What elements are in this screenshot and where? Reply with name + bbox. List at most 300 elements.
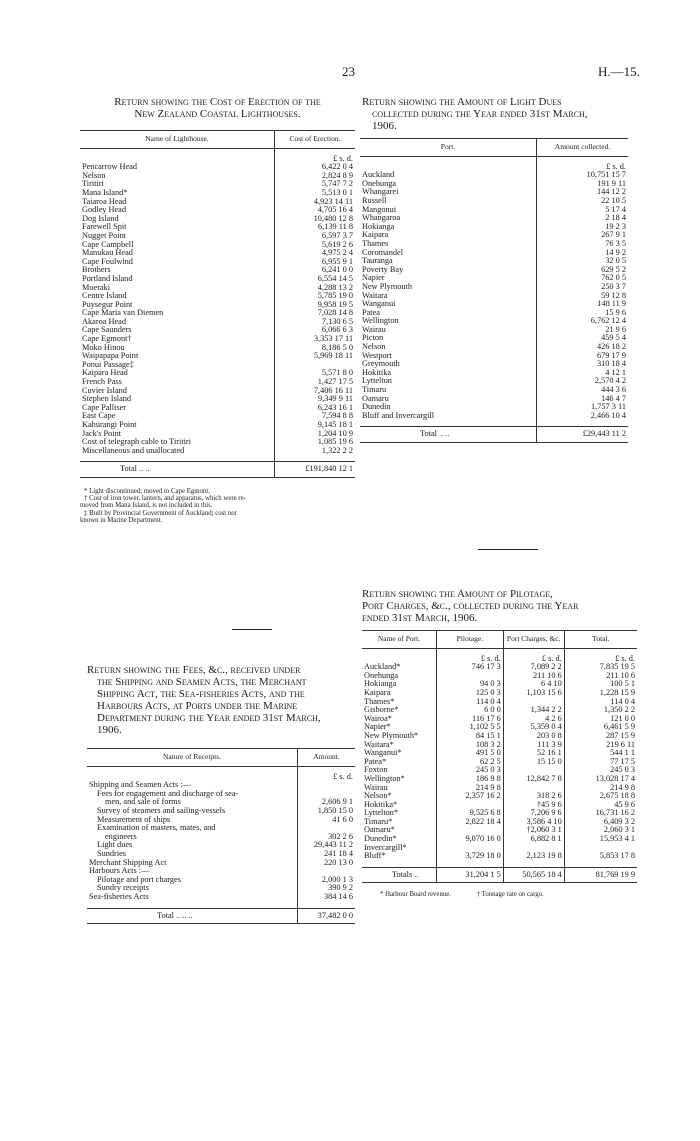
fees-title-line: Department during the Year ended 31st March, [97,712,321,724]
footnote-line: moved from Mana Island, is not included in this. [80,502,213,510]
row-label [360,326,537,335]
row-value: 6,554 14 5 [275,275,356,284]
row-value: 13,028 17 4 [564,775,637,784]
row-value: 5,747 7 2 [275,180,356,189]
row-label-text: men, and sale of forms [105,797,181,807]
row-value: 4 2 6 [503,715,564,724]
col-nature: Nature of Receipts. [162,752,222,761]
light-dues-title [360,96,630,132]
row-label-text: Auckland [362,170,395,180]
row-label-text: Cape Foulwind [82,256,133,266]
col-port-charges: Port Charges, &c. [503,631,564,649]
row-label-text: Wellington [362,316,399,326]
table-row [360,309,628,318]
fees-title-line: Harbours Acts, at Ports under the Marine [97,700,298,712]
row-value: 9,349 9 11 [275,395,356,404]
row-value: 148 11 9 [537,300,629,309]
row-value: 7,206 9 6 [503,809,564,818]
row-value: 1,344 2 2 [503,706,564,715]
row-value: 746 17 3 [437,663,504,672]
row-value: 2,606 9 1 [298,798,356,807]
row-value: 9,525 6 8 [437,809,504,818]
row-value: 302 2 6 [298,833,356,842]
row-label-text: Bluff and Invercargill [362,410,435,420]
light-dues-title-line: Return showing the Amount of Light Dues [362,96,562,108]
row-value: 250 3 7 [537,283,629,292]
row-value: 1,427 17 5 [275,378,356,387]
row-value: 121 0 0 [564,715,637,724]
row-value: 7,028 14 8 [275,309,356,318]
row-label-text: French Pass [82,377,122,387]
row-label-text: Moko Hinou [82,342,125,352]
row-label-text: New Plymouth* [364,730,419,740]
fees-title-line: 1906. [97,724,122,736]
row-value: 2,822 18 4 [437,818,504,827]
row-value: 5,969 18 11 [275,352,356,361]
row-label-text: Wanganui* [364,748,402,758]
row-label-text: Cape Saunders [82,325,132,335]
row-label-text: Dog Island [82,213,119,223]
table-row [360,283,628,292]
table-row [360,326,628,335]
row-value: 6,955 9 1 [275,258,356,267]
row-value: 2,123 19 8 [503,852,564,861]
row-value: 211 10 6 [503,672,564,681]
pilotage-title-line: Port Charges, &c., collected during the Year [362,600,579,612]
fees-title [87,664,355,736]
row-value: 287 15 9 [564,732,637,741]
footnote-line: † Cost of iron tower, lantern, and apparatus, which were re- [84,495,246,503]
row-label-text: Waipapapa Point [82,351,139,361]
row-value: 6,241 0 0 [275,266,356,275]
row-label-text: Onehunga [362,178,397,188]
table-row [360,300,628,309]
row-value: 679 17 9 [537,352,629,361]
row-value: 6 4 10 [503,680,564,689]
row-label-text: Sundries [97,848,127,858]
lighthouses-title-line: Return showing the Cost of Erection of the [114,96,321,108]
row-value: 629 5 2 [537,266,629,275]
row-value: 7,835 19 5 [564,663,637,672]
row-label-text: Pencarrow Head [82,162,138,172]
total-grand: 81,769 19 9 [564,867,637,883]
row-label-text: Godley Head [82,205,127,215]
row-label [360,300,537,309]
col-amount: Amount. [298,749,356,767]
row-label-text: Brothers [82,265,111,275]
table-row [362,818,637,827]
row-value: 114 0 4 [437,698,504,707]
row-label-text: Whangarei [362,187,399,197]
row-value: 125 0 3 [437,689,504,698]
row-label-text: Cape Egmont† [82,334,132,344]
row-label-text: Napier [362,273,385,283]
row-value: 9,145 18 1 [275,421,356,430]
row-label [80,172,275,181]
row-value: 32 0 5 [537,257,629,266]
row-label-text: Thames [362,238,389,248]
table-row [360,352,628,361]
row-label-text: Moeraki [82,282,111,292]
total-value: £191,840 12 1 [275,462,356,478]
footnote-line: ‡ Built by Provincial Government of Auckland; cost not [84,509,237,517]
row-value: 10,480 12 8 [275,215,356,224]
table-row [360,377,628,386]
row-value: 186 9 8 [437,775,504,784]
row-value: 245 0 3 [437,766,504,775]
row-value: 544 1 1 [564,749,637,758]
row-label-text: Dunedin* [364,834,397,844]
row-value: 219 6 11 [564,741,637,750]
lighthouses-title-line: New Zealand Coastal Lighthouses. [134,108,301,120]
row-label [80,447,275,456]
row-label-text: Stephen Island [82,394,132,404]
table-row [360,317,628,326]
total-label: Total [420,429,437,439]
row-value: 7,089 2 2 [503,663,564,672]
table-row [360,197,628,206]
row-value: 29,443 11 2 [298,841,356,850]
row-label-text: Oamaru [362,393,389,403]
row-value: 22 10 5 [537,197,629,206]
row-label-text: Oamaru* [364,825,395,835]
table-row [362,663,637,672]
row-label-text: Coromandel [362,247,404,257]
table-row [360,188,628,197]
row-value: 9,958 19 5 [275,301,356,310]
row-value: 1,757 3 11 [537,403,629,412]
table-row [80,258,355,267]
row-value: 7,130 6 5 [275,318,356,327]
row-value: 2,000 1 3 [298,876,356,885]
col-cost: Cost of Erection. [275,131,356,149]
table-row [360,386,628,395]
pilotage-table [362,630,637,883]
table-row [87,893,355,902]
row-label-text: Farewell Spit [82,222,127,232]
row-value: 1,102 5 5 [437,723,504,732]
row-value: 6,243 16 1 [275,404,356,413]
row-value: 241 18 4 [298,850,356,859]
row-label-text: Shipping and Seamen Acts :— [89,780,191,790]
pilotage-footnote: † Tonnage rate on cargo. [476,891,544,899]
row-label [360,188,537,197]
row-label [80,163,275,172]
row-value: 1,322 2 2 [275,447,356,456]
row-label-text: New Plymouth [362,281,413,291]
row-label-text: Cuvier Island [82,385,127,395]
row-value: 762 0 5 [537,274,629,283]
lighthouses-table [80,130,355,478]
row-value: 3,353 17 11 [275,335,356,344]
row-label-text: Tauranga [362,256,393,266]
fees-table [87,748,355,924]
row-label [87,893,298,902]
row-value: 2,675 18 8 [564,792,637,801]
row-value: 15 15 0 [503,758,564,767]
row-value: 146 4 7 [537,395,629,404]
row-label-text: Thames* [364,696,395,706]
row-value: †45 9 6 [503,801,564,810]
row-value: 426 18 2 [537,343,629,352]
row-label-text: Wairoa* [364,713,392,723]
row-value: 2,466 10 4 [537,412,629,421]
row-label-text: Tiritiri [82,179,104,189]
row-value [298,781,356,790]
row-value: 62 2 5 [437,758,504,767]
row-label [360,377,537,386]
row-label-text: Patea [362,307,380,317]
row-label-text: Portland Island [82,273,133,283]
col-pilotage: Pilotage. [437,631,504,649]
lighthouses-footnotes [80,488,355,524]
row-label-text: Cape Palliser [82,402,127,412]
row-value: 6,066 6 3 [275,326,356,335]
table-row [362,852,637,861]
row-label-text: Onehunga [364,670,399,680]
table-row [360,343,628,352]
row-value: 384 14 6 [298,893,356,902]
table-row [360,334,628,343]
row-value: 5,853 17 8 [564,852,637,861]
table-row [360,231,628,240]
row-value: 84 15 1 [437,732,504,741]
row-label-text: Dunedin [362,402,391,412]
row-label-text: engineers [105,831,137,841]
pilotage-footnotes [362,891,637,898]
row-value: 203 0 8 [503,732,564,741]
table-row [360,214,628,223]
row-label-text: Survey of steamers and sailing-vessels [97,805,226,815]
row-label-text: Jack's Point [82,428,122,438]
leader-dots: .. .. [139,464,150,474]
lighthouses-section [80,96,355,524]
section-divider [232,629,272,630]
row-value: 94 0 3 [437,680,504,689]
col-lighthouse-name: Name of Lighthouse. [145,134,209,143]
row-label-text: Wairau [364,782,388,792]
pilotage-footnote: * Harbour Board revenue. [380,891,451,899]
row-value: 52 16 1 [503,749,564,758]
row-value: 6,597 3 7 [275,232,356,241]
row-value: 108 3 2 [437,741,504,750]
table-row [87,841,355,850]
leader-dots: .. .. .. [176,910,193,920]
row-value: †2,060 3 1 [503,826,564,835]
row-label-text: Waitara* [364,739,394,749]
row-value: 191 9 11 [537,180,629,189]
table-row [360,223,628,232]
row-label-text: Lyttelton [362,376,392,386]
row-label-text: Kaipara [362,230,389,240]
total-label: Total [157,910,174,920]
row-label-text: Kaipara Head [82,368,128,378]
row-value: 111 3 9 [503,741,564,750]
row-value: 10,751 15 7 [537,171,629,180]
total-value: £29,443 11 2 [537,427,629,443]
row-value: 2,824 8 9 [275,172,356,181]
light-dues-table [360,138,628,443]
row-label-text: Lyttelton* [364,808,399,818]
row-value: 211 10 6 [564,672,637,681]
row-value: 2,060 3 1 [564,826,637,835]
row-label-text: Waitara [362,290,388,300]
row-value: 41 6 0 [298,816,356,825]
row-label-text: Akaroa Head [82,316,126,326]
row-label-text: Auckland* [364,662,401,672]
row-value: 1,350 2 2 [564,706,637,715]
fees-section [87,664,355,924]
row-value: 15,953 4 1 [564,835,637,844]
row-value: 7,406 16 11 [275,387,356,396]
row-label-text: East Cape [82,411,116,421]
total-label-cell [80,462,275,478]
row-value: 6,762 12 4 [537,317,629,326]
table-row [360,369,628,378]
table-row [80,172,355,181]
row-value: 21 9 6 [537,326,629,335]
row-label-text: Hokitika* [364,799,398,809]
row-value: 245 0 3 [564,766,637,775]
row-label-text: Whangaroa [362,213,401,223]
row-label-text: Wanganui [362,299,396,309]
row-value: 9,070 16 0 [437,835,504,844]
row-label-text: Taiaroa Head [82,196,127,206]
col-amount: Amount collected. [537,139,629,157]
row-label-text: Manukau Head [82,248,133,258]
col-port: Port. [440,142,456,151]
row-label-text: Mangonui [362,204,397,214]
table-row [80,447,355,456]
row-value: 1,204 10 9 [275,430,356,439]
row-value: 2,357 16 2 [437,792,504,801]
table-row [362,792,637,801]
row-label-text: Timaru* [364,816,393,826]
row-label-text: Mana Island* [82,187,128,197]
row-label-text: Greymouth [362,359,400,369]
row-value: 5,359 0 4 [503,723,564,732]
fees-title-line: the Shipping and Seamen Acts, the Merchant [97,676,307,688]
section-divider [478,549,538,550]
row-label-text: Kaipara [364,687,391,697]
row-value: 310 18 4 [537,360,629,369]
row-label [360,412,537,421]
row-value: 1,228 15 9 [564,689,637,698]
row-label-text: Napier* [364,722,391,732]
row-value: 5 17 4 [537,206,629,215]
row-label-text: Ponui Passage‡ [82,359,134,369]
row-value: 220 13 0 [298,859,356,868]
units-label: £ s. d. [298,766,356,781]
row-label-text: Puysegur Point [82,299,133,309]
row-value: 114 0 4 [564,698,637,707]
row-value: 318 2 6 [503,792,564,801]
row-value: 6,422 0 4 [275,163,356,172]
row-value: 491 5 0 [437,749,504,758]
row-label-text: Gisborne* [364,705,399,715]
row-label-text: Bluff* [364,851,386,861]
row-value: 7,594 8 8 [275,412,356,421]
footnote-line: known in Marine Department. [80,516,163,524]
row-value: 6,139 11 8 [275,223,356,232]
leader-dots: .. [414,869,419,879]
row-label-text: Nelson [82,170,106,180]
row-label-text: Pilotage and port charges [97,874,181,884]
table-row [80,404,355,413]
pilotage-title-line: Return showing the Amount of Pilotage, [362,588,553,600]
row-label-text: Nelson [362,342,386,352]
row-value: 4,975 2 4 [275,249,356,258]
row-label [362,852,437,861]
row-value: 3,729 18 0 [437,852,504,861]
row-value: 4,288 13 2 [275,284,356,293]
total-label: Total [120,464,137,474]
units-label: £ s. d. [437,648,504,663]
row-label-text: Nugget Point [82,230,127,240]
table-row [360,395,628,404]
row-label-text: Examination of masters, mates, and [97,823,216,833]
row-label-text: Wairau [362,324,386,334]
pilotage-title-line: ended 31st March, 1906. [362,612,478,624]
row-value: 214 9 8 [437,784,504,793]
units-label: £ s. d. [275,148,356,163]
row-value: 19 2 3 [537,223,629,232]
row-value: 5,785 19 0 [275,292,356,301]
row-value: 45 9 6 [564,801,637,810]
row-value: 116 17 6 [437,715,504,724]
row-value: 4,705 16 4 [275,206,356,215]
row-label-text: Cape Maria van Diemen [82,308,164,318]
row-value: 5,513 0 1 [275,189,356,198]
row-value: 6 0 0 [437,706,504,715]
table-row [360,249,628,258]
light-dues-section [360,96,630,443]
units-label: £ s. d. [503,648,564,663]
row-value: 6,409 3 2 [564,818,637,827]
leader-dots: .. .. [439,429,450,439]
light-dues-title-line: 1906. [372,120,397,132]
table-row [360,360,628,369]
table-row [360,412,628,421]
row-label-text: Russell [362,195,387,205]
row-value: 59 12 8 [537,292,629,301]
total-label-cell [87,908,298,924]
row-value: 6,882 8 1 [503,835,564,844]
table-row [360,292,628,301]
row-label-text: Cape Campbell [82,239,134,249]
row-value: 8,186 5 0 [275,344,356,353]
row-value: 390 9 2 [298,884,356,893]
row-value: 267 9 1 [537,231,629,240]
row-value: 5,571 8 0 [275,369,356,378]
row-value: 6,461 5 9 [564,723,637,732]
row-value: 14 9 2 [537,249,629,258]
row-value: 4,923 14 11 [275,198,356,207]
row-label-text: Picton [362,333,384,343]
table-row [360,180,628,189]
units-label: £ s. d. [564,648,637,663]
row-value: 15 9 6 [537,309,629,318]
row-value: 144 12 2 [537,188,629,197]
row-label-text: Centre Island [82,291,127,301]
row-label-text: Nelson* [364,791,392,801]
row-value: 2,570 4 2 [537,377,629,386]
fees-title-line: Return showing the Fees, &c., received under [87,664,301,676]
row-label-text: Hokitika [362,367,392,377]
row-label-text: Cost of telegraph cable to Tiritiri [82,437,191,447]
total-port-charges: 50,565 18 4 [503,867,564,883]
row-value: 12,842 7 8 [503,775,564,784]
